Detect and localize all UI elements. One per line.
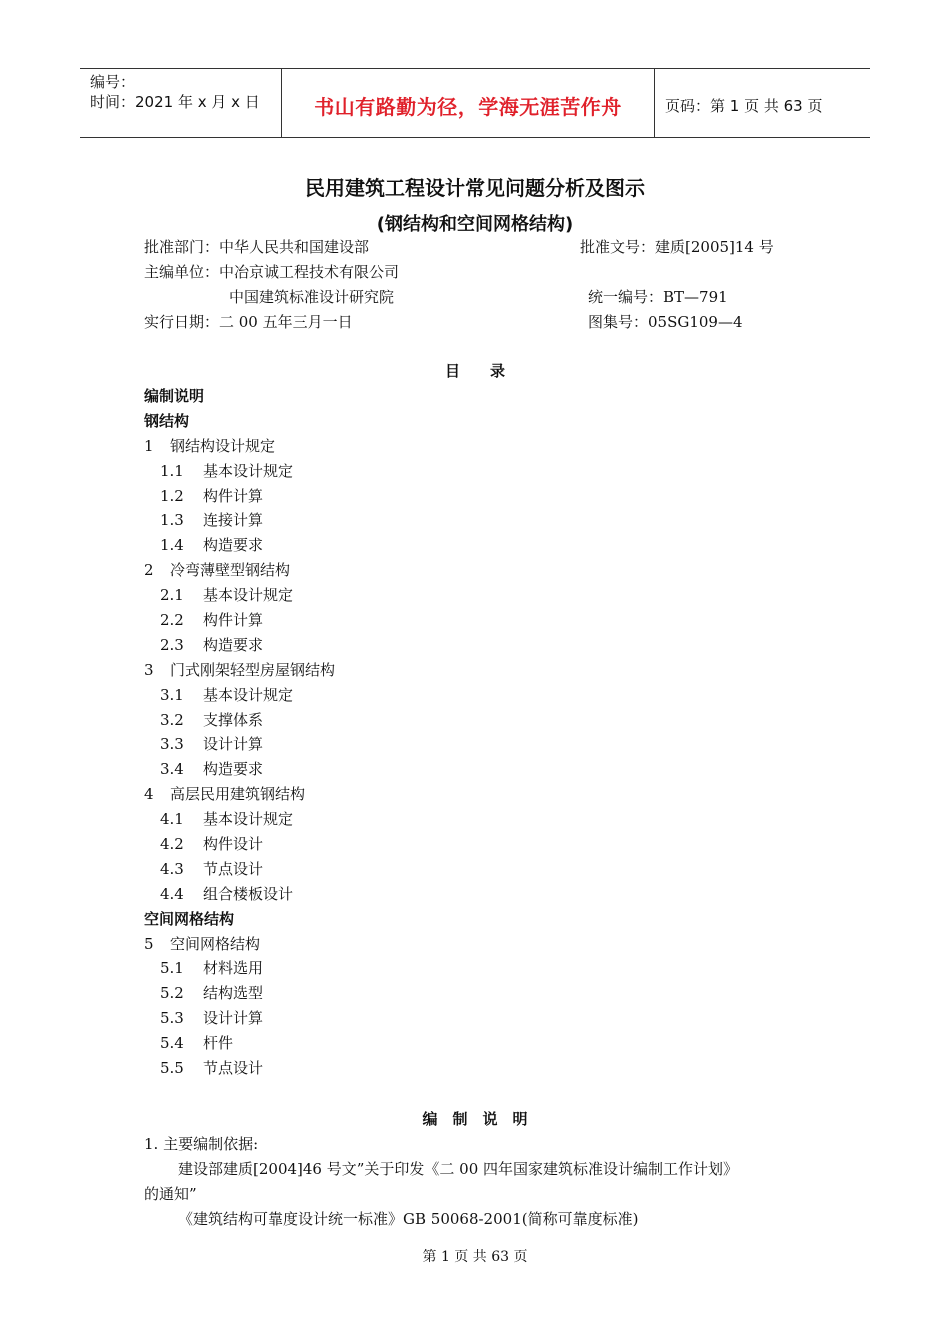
atlas-no: 图集号：05SG109—4 [588, 313, 743, 331]
toc-item-number: 4 [144, 785, 154, 804]
editor-unit-1: 主编单位：中冶京诚工程技术有限公司 [144, 263, 400, 281]
time-label: 时间：2021 年 x 月 x 日 [90, 93, 260, 111]
toc-item-number: 1.4 [160, 536, 184, 555]
approve-dept: 批准部门：中华人民共和国建设部 [144, 238, 370, 256]
notes-paragraph-line-2: 的通知” [144, 1185, 197, 1203]
toc-item-number: 4.1 [160, 810, 184, 829]
toc-item-text: 构造要求 [203, 536, 264, 555]
toc-heading: 目 录 [444, 362, 505, 380]
toc-item-text: 门式刚架轻型房屋钢结构 [170, 660, 336, 679]
toc-item-text: 构件设计 [203, 835, 264, 854]
approve-no: 批准文号：建质[2005]14 号 [580, 238, 774, 256]
toc-item-number: 3.2 [160, 710, 184, 729]
toc-item-text: 构造要求 [203, 635, 264, 654]
toc-item-number: 4.2 [160, 835, 184, 854]
unified-no: 统一编号：BT—791 [588, 288, 728, 306]
toc-item-number: 3.4 [160, 760, 184, 779]
editor-unit-2: 中国建筑标准设计研究院 [229, 288, 395, 306]
toc-item [144, 981, 335, 1006]
toc-item [144, 832, 335, 857]
toc-item [144, 932, 335, 957]
toc-item-text: 结构选型 [203, 984, 264, 1003]
toc-item [144, 508, 335, 533]
notes-heading: 编 制 说 明 [422, 1110, 528, 1128]
toc-item-text: 基本设计规定 [203, 685, 294, 704]
toc-item-text: 钢结构 [144, 411, 190, 430]
toc-item-text: 空间网格结构 [170, 934, 261, 953]
notes-item-1: 1. 主要编制依据: [144, 1135, 259, 1153]
header-page-info: 页码：第 1 页 共 63 页 [665, 96, 823, 115]
toc-item [144, 1056, 335, 1081]
effective-date: 实行日期：二 00 五年三月一日 [144, 313, 353, 331]
toc-item-text: 空间网格结构 [144, 909, 235, 928]
toc-item [144, 583, 335, 608]
toc-section-heading [144, 384, 335, 409]
toc-item [144, 533, 335, 558]
toc-item [144, 1006, 335, 1031]
toc-item-number: 3.3 [160, 735, 184, 754]
toc-item [144, 757, 335, 782]
toc-item-number: 5 [144, 934, 154, 953]
toc-section-heading [144, 907, 335, 932]
toc-item [144, 857, 335, 882]
toc-item-number: 5.4 [160, 1034, 184, 1053]
toc-item [144, 633, 335, 658]
document-title: 民用建筑工程设计常见问题分析及图示 [305, 176, 645, 200]
toc-item-number: 1.1 [160, 461, 184, 480]
toc-item-text: 设计计算 [203, 1009, 264, 1028]
toc-item-text: 冷弯薄壁型钢结构 [170, 561, 291, 580]
toc-item-text: 连接计算 [203, 511, 264, 530]
toc-item-text: 材料选用 [203, 959, 264, 978]
toc-section-heading [144, 409, 335, 434]
toc-item-text: 支撑体系 [203, 710, 264, 729]
toc-item [144, 1031, 335, 1056]
toc-item-number: 3.1 [160, 685, 184, 704]
toc-item-number: 5.1 [160, 959, 184, 978]
motto-text: 书山有路勤为径，学海无涯苦作舟 [314, 94, 622, 119]
code-label: 编号： [90, 73, 136, 91]
toc-item-number: 2.2 [160, 611, 184, 630]
toc-item-text: 构件计算 [203, 486, 264, 505]
header-meta [80, 69, 281, 137]
toc-item [144, 782, 335, 807]
toc-item-number: 5.2 [160, 984, 184, 1003]
toc-item-text: 杆件 [203, 1034, 234, 1053]
toc-item-number: 2 [144, 561, 154, 580]
toc-item-number: 5.5 [160, 1059, 184, 1078]
toc-item-text: 基本设计规定 [203, 586, 294, 605]
toc-item [144, 956, 335, 981]
toc-item-text: 节点设计 [203, 1059, 264, 1078]
toc-item-text: 组合楼板设计 [203, 884, 294, 903]
toc-item-number: 1.3 [160, 511, 184, 530]
toc-item [144, 608, 335, 633]
toc-item-text: 钢结构设计规定 [170, 436, 276, 455]
toc-item [144, 683, 335, 708]
toc-item-number: 4.3 [160, 859, 184, 878]
toc-item-text: 设计计算 [203, 735, 264, 754]
header-motto-cell [281, 69, 655, 137]
toc-item-number: 1.2 [160, 486, 184, 505]
document-subtitle: (钢结构和空间网格结构) [376, 214, 574, 235]
toc-item-text: 高层民用建筑钢结构 [170, 785, 306, 804]
toc-item [144, 807, 335, 832]
toc-item [144, 459, 335, 484]
toc-item [144, 882, 335, 907]
toc-item-text: 构造要求 [203, 760, 264, 779]
toc-item-text: 编制说明 [144, 387, 205, 405]
toc-item [144, 708, 335, 733]
toc-item [144, 732, 335, 757]
toc-item-number: 2.1 [160, 586, 184, 605]
toc-item-number: 4.4 [160, 884, 184, 903]
toc-item-number: 1 [144, 436, 154, 455]
toc-item [144, 484, 335, 509]
table-of-contents [144, 384, 335, 1081]
toc-item-text: 节点设计 [203, 859, 264, 878]
toc-item [144, 434, 335, 459]
toc-item [144, 658, 335, 683]
toc-item-text: 基本设计规定 [203, 461, 294, 480]
notes-paragraph-line-3: 《建筑结构可靠度设计统一标准》GB 50068-2001(简称可靠度标准) [178, 1210, 639, 1228]
toc-item-text: 基本设计规定 [203, 810, 294, 829]
toc-item-number: 3 [144, 660, 154, 679]
toc-item-number: 5.3 [160, 1009, 184, 1028]
toc-item [144, 558, 335, 583]
page-footer: 第 1 页 共 63 页 [422, 1249, 528, 1265]
toc-item-text: 构件计算 [203, 611, 264, 630]
notes-paragraph-line-1: 建设部建质[2004]46 号文”关于印发《二 00 四年国家建筑标准设计编制工作计划》 [178, 1160, 739, 1178]
toc-item-number: 2.3 [160, 635, 184, 654]
page-header [80, 68, 870, 138]
